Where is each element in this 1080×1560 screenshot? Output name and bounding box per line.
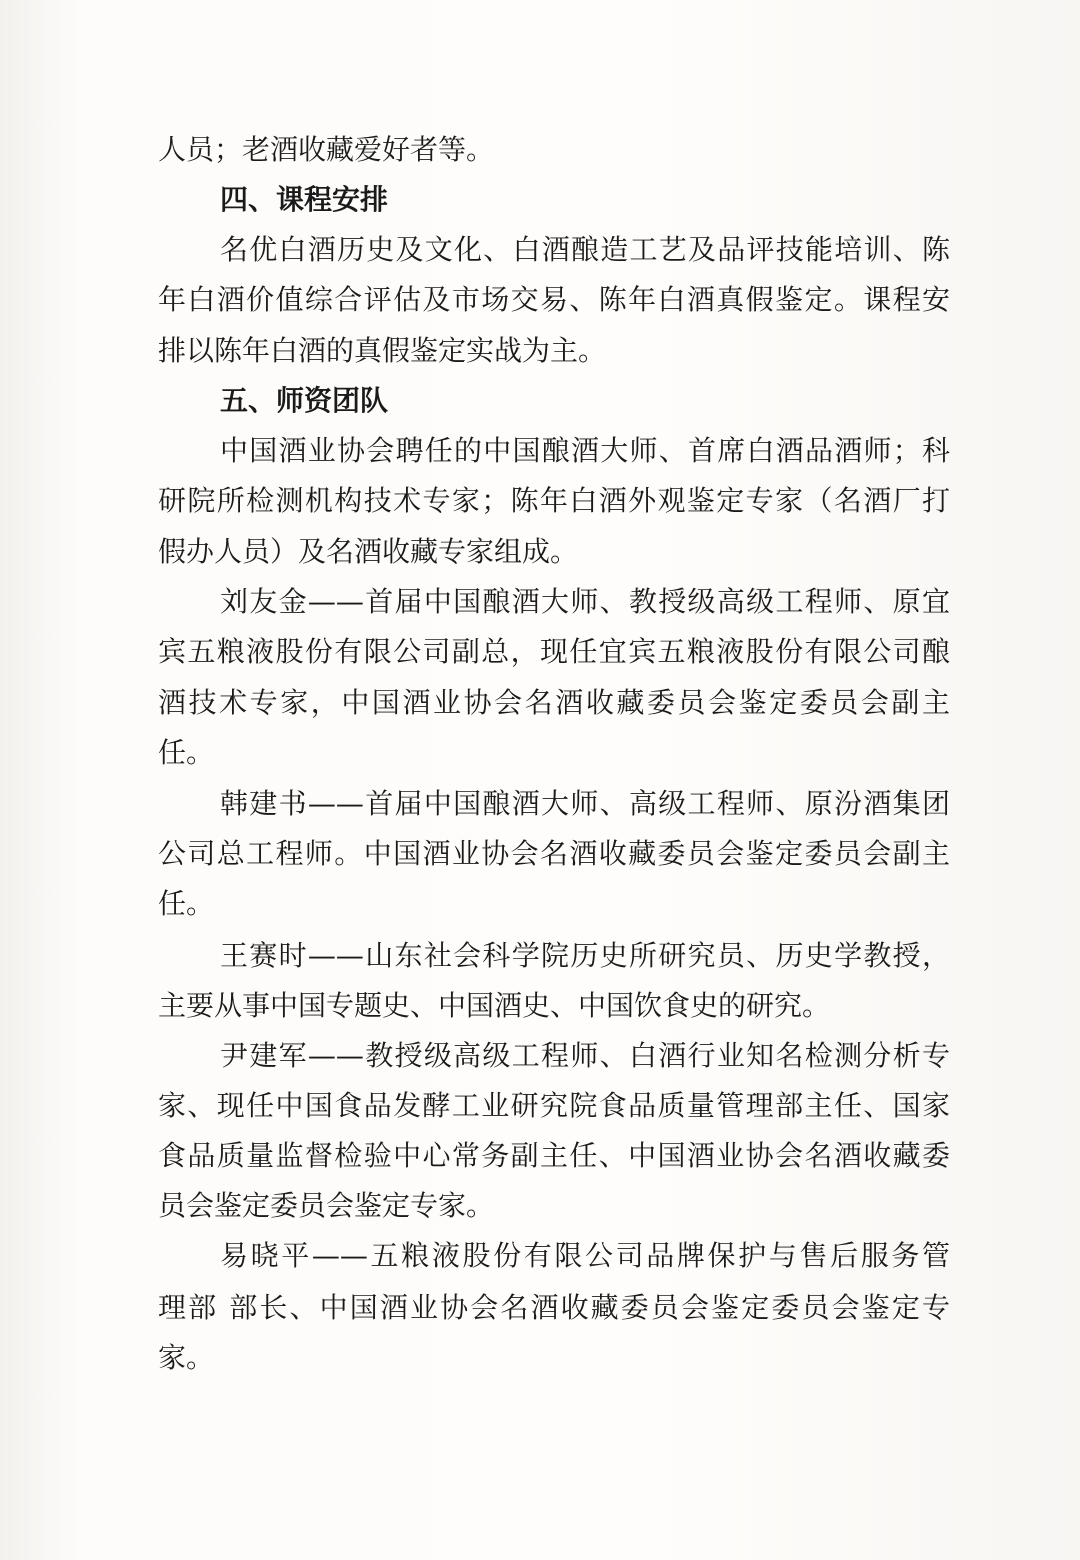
text-line: 酒技术专家，中国酒业协会名酒收藏委员会鉴定委员会副主 — [158, 686, 950, 719]
text-line: 易晓平——五粮液股份有限公司品牌保护与售后服务管 — [220, 1239, 950, 1272]
text-line: 任。 — [158, 736, 215, 769]
text-line: 主要从事中国专题史、中国酒史、中国饮食史的研究。 — [158, 989, 831, 1022]
text-line: 食品质量监督检验中心常务副主任、中国酒业协会名酒收藏委 — [158, 1139, 950, 1172]
text-line: 中国酒业协会聘任的中国酿酒大师、首席白酒品酒师；科 — [220, 434, 950, 467]
text-line: 王赛时——山东社会科学院历史所研究员、历史学教授， — [220, 939, 950, 972]
text-line: 韩建书——首届中国酿酒大师、高级工程师、原汾酒集团 — [220, 787, 950, 820]
text-line: 理部 部长、中国酒业协会名酒收藏委员会鉴定委员会鉴定专 — [158, 1291, 950, 1324]
text-line: 名优白酒历史及文化、白酒酿造工艺及品评技能培训、陈 — [220, 233, 950, 266]
section-heading-faculty: 五、师资团队 — [220, 384, 389, 417]
text-line: 刘友金——首届中国酿酒大师、教授级高级工程师、原宜 — [220, 585, 950, 618]
text-line: 年白酒价值综合评估及市场交易、陈年白酒真假鉴定。课程安 — [158, 283, 950, 316]
text-line: 宾五粮液股份有限公司副总，现任宜宾五粮液股份有限公司酿 — [158, 635, 950, 668]
text-line: 家、现任中国食品发酵工业研究院食品质量管理部主任、国家 — [158, 1089, 950, 1122]
text-line: 尹建军——教授级高级工程师、白酒行业知名检测分析专 — [220, 1039, 950, 1072]
text-line: 排以陈年白酒的真假鉴定实战为主。 — [158, 334, 607, 367]
text-line: 假办人员）及名酒收藏专家组成。 — [158, 535, 579, 568]
text-line: 公司总工程师。中国酒业协会名酒收藏委员会鉴定委员会副主 — [158, 837, 950, 870]
text-line: 人员；老酒收藏爱好者等。 — [158, 133, 495, 166]
text-line: 任。 — [158, 887, 215, 920]
section-heading-course: 四、课程安排 — [220, 183, 389, 216]
text-line: 员会鉴定委员会鉴定专家。 — [158, 1189, 495, 1222]
text-line: 研院所检测机构技术专家；陈年白酒外观鉴定专家（名酒厂打 — [158, 484, 950, 517]
text-line: 家。 — [158, 1341, 215, 1374]
